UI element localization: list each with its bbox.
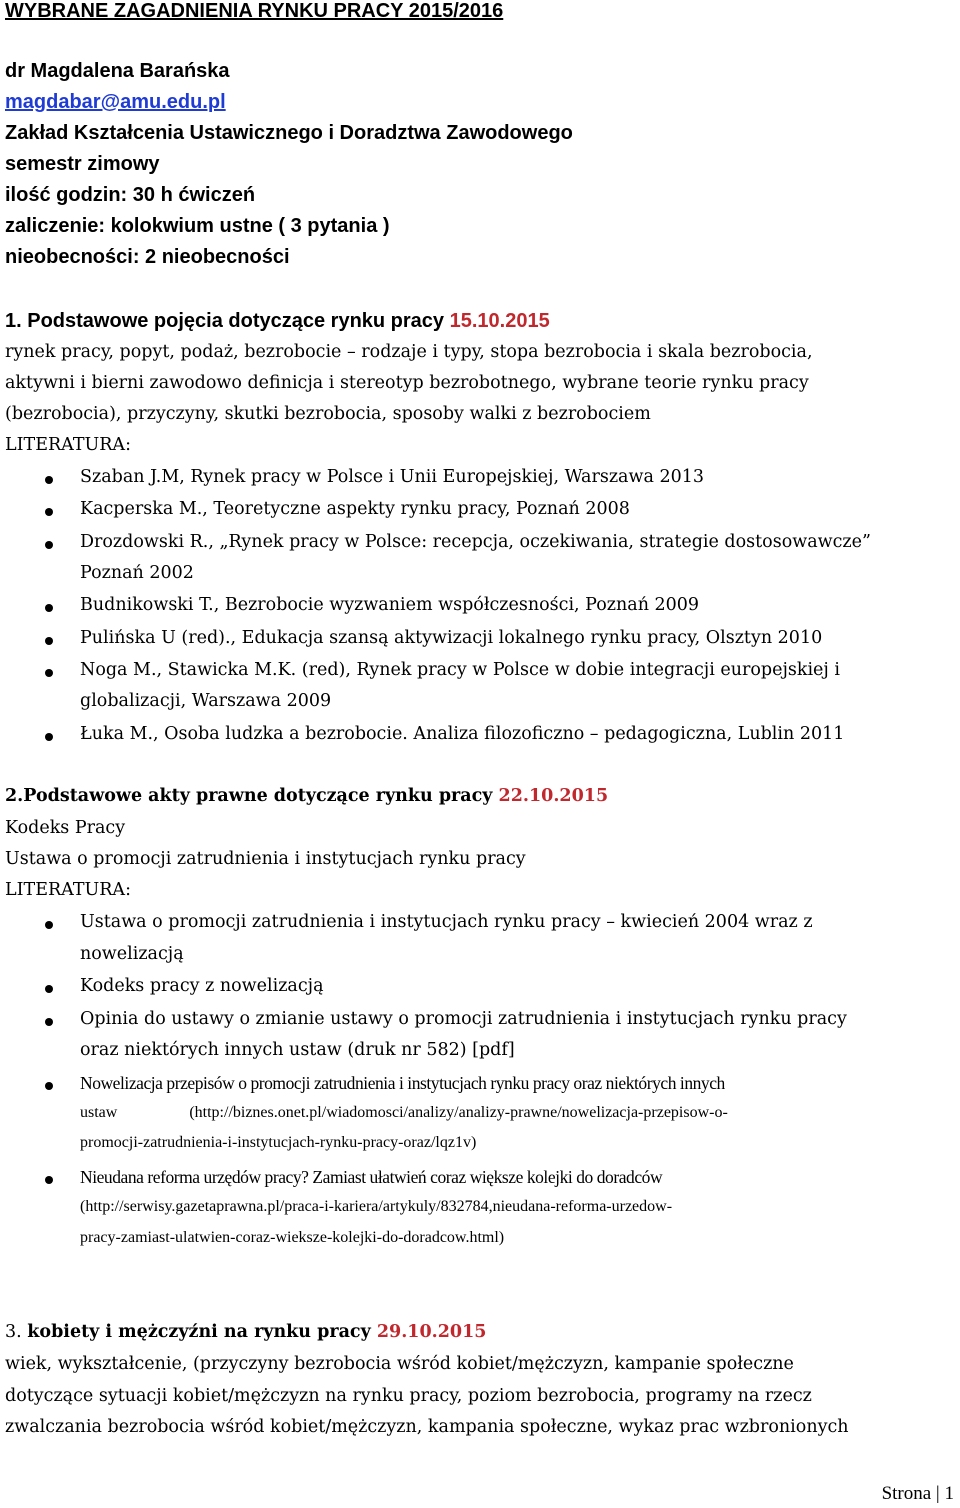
section2-literature-label: LITERATURA:	[5, 880, 131, 900]
section3-line2: dotyczące sytuacji kobiet/mężczyzn na rynku pracy, poziom bezrobocia, programy na rzecz	[5, 1386, 812, 1406]
email-line	[5, 91, 226, 114]
list-item-continuation: Poznań 2002	[80, 563, 194, 583]
section1-desc-line2: aktywni i bierni zawodowo definicja i stereotyp bezrobotnego, wybrane teorie rynku pracy	[5, 373, 809, 393]
page-number: Strona | 1	[881, 1483, 954, 1504]
list-item-continuation: oraz niektórych innych ustaw (druk nr 582) [pdf]	[80, 1040, 515, 1060]
section1-heading	[5, 310, 550, 333]
list-item: Pulińska U (red)., Edukacja szansą aktywizacji lokalnego rynku pracy, Olsztyn 2010	[80, 628, 823, 648]
absences-info: nieobecności: 2 nieobecności	[5, 246, 290, 268]
url-link-continuation[interactable]: pracy-zamiast-ulatwien-coraz-wieksze-kolejki-do-doradcow.html)	[80, 1229, 505, 1246]
url-link[interactable]: (http://biznes.onet.pl/wiadomosci/analizy/analizy-prawne/nowelizacja-przepisow-o-	[189, 1104, 728, 1121]
list-item: Nieudana reforma urzędów pracy? Zamiast ułatwień coraz większe kolejki do doradców	[80, 1167, 663, 1187]
section1-literature-label: LITERATURA:	[5, 435, 131, 455]
department: Zakład Kształcenia Ustawicznego i Doradztwa Zawodowego	[5, 122, 573, 144]
list-item: Szaban J.M, Rynek pracy w Polsce i Unii Europejskiej, Warszawa 2013	[80, 467, 704, 487]
section2-heading	[5, 786, 608, 806]
section3-line1: wiek, wykształcenie, (przyczyny bezrobocia wśród kobiet/mężczyzn, kampanie społeczne	[5, 1354, 794, 1374]
email-link[interactable]: magdabar@amu.edu.pl	[5, 91, 226, 113]
section3-heading	[5, 1322, 486, 1342]
section1-date: 15.10.2015	[449, 310, 550, 332]
list-item: Opinia do ustawy o zmianie ustawy o promocji zatrudnienia i instytucjach rynku pracy	[80, 1009, 847, 1029]
section1-title: 1. Podstawowe pojęcia dotyczące rynku pracy	[5, 310, 450, 332]
list-item-continuation	[80, 1104, 728, 1122]
list-item-text: ustaw	[80, 1104, 118, 1121]
list-item-continuation: nowelizacją	[80, 944, 184, 964]
section3-number: 3.	[5, 1322, 28, 1342]
section1-desc-line3: (bezrobocia), przyczyny, skutki bezrobocia, sposoby walki z bezrobociem	[5, 404, 651, 424]
section2-line1: Kodeks Pracy	[5, 818, 126, 838]
list-item-continuation: globalizacji, Warszawa 2009	[80, 691, 332, 711]
list-item: Noga M., Stawicka M.K. (red), Rynek pracy w Polsce w dobie integracji europejskiej i	[80, 660, 840, 680]
list-item: Kacperska M., Teoretyczne aspekty rynku pracy, Poznań 2008	[80, 499, 630, 519]
credit-info: zaliczenie: kolokwium ustne ( 3 pytania )	[5, 215, 390, 237]
section3-title: kobiety i mężczyźni na rynku pracy	[27, 1322, 377, 1342]
list-item: Budnikowski T., Bezrobocie wyzwaniem współczesności, Poznań 2009	[80, 595, 700, 615]
section2-line2: Ustawa o promocji zatrudnienia i instytucjach rynku pracy	[5, 849, 526, 869]
section3-line3: zwalczania bezrobocia wśród kobiet/mężczyzn, kampania społeczne, wykaz prac wzbronionych	[5, 1417, 849, 1437]
url-link-continuation[interactable]: promocji-zatrudnienia-i-instytucjach-rynku-pracy-oraz/lqz1v)	[80, 1134, 477, 1151]
section2-title: 2.Podstawowe akty prawne dotyczące rynku pracy	[5, 786, 499, 806]
hours: ilość godzin: 30 h ćwiczeń	[5, 184, 256, 206]
list-item: Kodeks pracy z nowelizacją	[80, 976, 324, 996]
lecturer-name: dr Magdalena Barańska	[5, 60, 230, 82]
list-item: Ustawa o promocji zatrudnienia i instytucjach rynku pracy – kwiecień 2004 wraz z	[80, 912, 813, 932]
section2-date: 22.10.2015	[498, 786, 609, 806]
list-item: Łuka M., Osoba ludzka a bezrobocie. Analiza filozoficzno – pedagogiczna, Lublin 2011	[80, 724, 845, 744]
list-item: Nowelizacja przepisów o promocji zatrudnienia i instytucjach rynku pracy oraz niektórych innych	[80, 1073, 725, 1093]
document-title: WYBRANE ZAGADNIENIA RYNKU PRACY 2015/2016	[5, 0, 504, 22]
list-item: Drozdowski R., „Rynek pracy w Polsce: recepcja, oczekiwania, strategie dostosowawcze”	[80, 532, 871, 552]
semester: semestr zimowy	[5, 153, 160, 175]
url-link[interactable]: (http://serwisy.gazetaprawna.pl/praca-i-kariera/artykuly/832784,nieudana-reforma-urzedow-	[80, 1198, 673, 1215]
section1-desc-line1: rynek pracy, popyt, podaż, bezrobocie – rodzaje i typy, stopa bezrobocia i skala bezrobocia,	[5, 342, 813, 362]
section3-date: 29.10.2015	[376, 1322, 487, 1342]
